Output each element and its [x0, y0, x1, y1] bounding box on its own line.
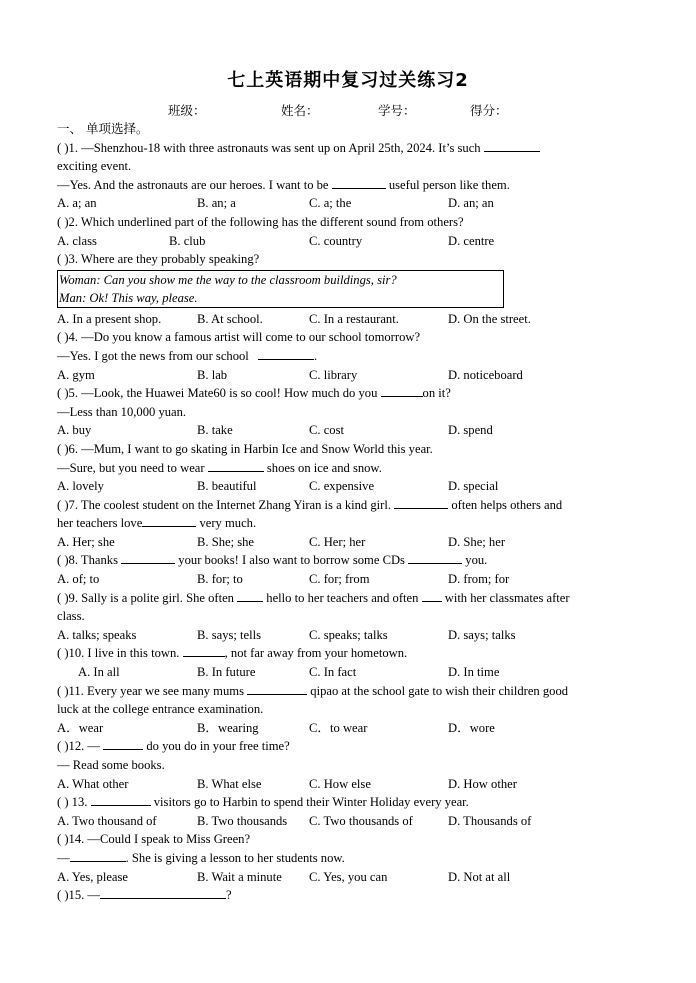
q7-options [57, 533, 641, 552]
question-1 [57, 139, 641, 158]
option-b: B. beautiful [197, 479, 257, 494]
option-b: B. Wait a minute [197, 869, 282, 884]
answer-blank [142, 514, 196, 527]
number-label: 学号： [378, 103, 416, 118]
option-b: B. lab [197, 367, 228, 382]
q12-reply: — Read some books. [57, 758, 165, 772]
question-11: ( )11. Every year we see many mums qipao at the school gate to wish their children good [57, 683, 569, 698]
option-d: D. She; her [448, 534, 506, 549]
option-a: A. class [57, 233, 97, 248]
option-d: D. from; for [448, 572, 510, 587]
answer-blank [103, 737, 143, 750]
question-3: ( )3. Where are they probably speaking? [57, 252, 260, 267]
q13-options [57, 812, 641, 831]
answer-blank [332, 176, 386, 189]
answer-blank [121, 551, 175, 564]
option-c: C. Her; her [309, 534, 366, 549]
question-6: ( )6. —Mum, I want to go skating in Harbin Ice and Snow World this year. [57, 441, 433, 456]
score-label: 得分： [470, 103, 508, 118]
question-13: ( ) 13. visitors go to Harbin to spend their Winter Holiday every year. [57, 795, 469, 810]
option-b: B. In future [197, 665, 256, 680]
question-8: ( )8. Thanks your books! I also want to borrow some CDs you. [57, 553, 488, 568]
dialogue-woman: Woman: Can you show me the way to the classroom buildings, sir? [59, 272, 397, 287]
answer-blank [208, 459, 264, 472]
option-c: C. speaks; talks [309, 627, 388, 642]
option-c: C．to wear [309, 720, 368, 735]
q1-stem: ( )1. —Shenzhou-18 with three astronauts was sent up on April 25th, 2024. It’s such [57, 140, 481, 155]
section-heading: 一、 单项选择。 [57, 121, 149, 136]
q4-options [57, 366, 641, 385]
answer-blank [484, 139, 540, 152]
q4-reply: —Yes. I got the news from our school . [57, 348, 318, 363]
dialogue-man: Man: Ok! This way, please. [59, 290, 198, 305]
option-b: B. take [197, 423, 233, 438]
page-title: 七上英语期中复习过关练习2 [227, 70, 469, 91]
answer-blank [70, 849, 126, 862]
option-b: B. Two thousands [197, 813, 288, 828]
q9-stem-cont: class. [57, 609, 85, 624]
option-d: D. special [448, 479, 499, 494]
option-b: B. What else [197, 776, 262, 791]
option-b: B. for; to [197, 572, 243, 587]
q2-options [57, 232, 641, 251]
option-c: C. How else [309, 776, 371, 791]
q9-options [57, 626, 641, 645]
question-9: ( )9. Sally is a polite girl. She often hello to her teachers and often with her classmates after [57, 590, 570, 605]
question-12: ( )12. — do you do in your free time? [57, 739, 290, 754]
option-d: D. How other [448, 776, 517, 791]
option-c: C. country [309, 233, 363, 248]
option-c: C. for; from [309, 572, 370, 587]
option-d: D. On the street. [448, 311, 531, 326]
option-a: A. Yes, please [57, 869, 129, 884]
option-a: A. buy [57, 423, 92, 438]
question-list [57, 120, 641, 905]
question-7: ( )7. The coolest student on the Internet Zhang Yiran is a kind girl. often helps others and [57, 497, 563, 512]
option-b: B. says; tells [197, 627, 262, 642]
question-4: ( )4. —Do you know a famous artist will come to our school tomorrow? [57, 330, 421, 345]
option-a: A. What other [57, 776, 129, 791]
answer-blank [100, 886, 226, 899]
q14-options [57, 868, 641, 887]
option-c: C. library [309, 367, 358, 382]
option-a: A. talks; speaks [57, 627, 137, 642]
q1-reply: —Yes. And the astronauts are our heroes. I want to be useful person like them. [57, 177, 510, 192]
option-a: A. Two thousand of [57, 813, 157, 828]
q11-stem-cont: luck at the college entrance examination. [57, 702, 264, 717]
option-d: D. Thousands of [448, 813, 532, 828]
option-d: D. says; talks [448, 627, 516, 642]
option-a: A. In a present shop. [57, 311, 162, 326]
answer-blank [422, 589, 442, 602]
answer-blank [408, 551, 462, 564]
option-d: D．wore [448, 720, 495, 735]
option-c: C. Yes, you can [309, 869, 388, 884]
option-b: B. club [169, 233, 206, 248]
option-a: A．wear [57, 720, 104, 735]
option-a: A. of; to [57, 572, 100, 587]
q1-options [57, 194, 641, 213]
q1-stem-cont: exciting event. [57, 159, 132, 174]
dialogue-box [57, 270, 504, 308]
answer-blank [237, 589, 263, 602]
option-d: D. an; an [448, 196, 494, 211]
q8-options [57, 570, 641, 589]
q10-options [57, 663, 641, 682]
option-c: C. expensive [309, 479, 375, 494]
answer-blank [258, 347, 314, 360]
option-a: A. a; an [57, 196, 97, 211]
q11-options [57, 719, 641, 738]
answer-blank [247, 682, 307, 695]
q5-reply: —Less than 10,000 yuan. [57, 404, 187, 419]
option-d: D. spend [448, 423, 493, 438]
option-a: A. Her; she [57, 534, 115, 549]
option-b: B．wearing [197, 720, 259, 735]
answer-blank [394, 496, 448, 509]
q5-options [57, 421, 641, 440]
name-label: 姓名： [281, 103, 319, 118]
option-d: D. centre [448, 233, 495, 248]
option-b: B. She; she [197, 534, 255, 549]
option-d: D. noticeboard [448, 367, 523, 382]
q12-options [57, 775, 641, 794]
option-a: A. gym [57, 367, 95, 382]
q6-options [57, 477, 641, 496]
answer-blank [381, 384, 423, 397]
option-d: D. Not at all [448, 869, 511, 884]
option-c: C. Two thousands of [309, 813, 413, 828]
option-d: D. In time [448, 665, 500, 680]
question-5: ( )5. —Look, the Huawei Mate60 is so cool! How much do you on it? [57, 386, 451, 401]
class-label: 班级： [168, 103, 206, 118]
option-c: C. cost [309, 423, 344, 438]
q6-reply: —Sure, but you need to wear shoes on ice and snow. [57, 460, 382, 475]
option-a: A. In all [78, 665, 120, 680]
q7-stem-cont: her teachers love very much. [57, 516, 257, 531]
option-c: C. In fact [309, 665, 357, 680]
q3-options [57, 310, 641, 329]
option-c: C. In a restaurant. [309, 311, 399, 326]
q14-reply: — . She is giving a lesson to her students now. [57, 850, 345, 865]
option-c: C. a; the [309, 196, 352, 211]
question-10: ( )10. I live in this town. , not far away from your hometown. [57, 646, 408, 661]
option-b: B. At school. [197, 311, 263, 326]
question-2: ( )2. Which underlined part of the following has the different sound from others? [57, 214, 464, 229]
option-b: B. an; a [197, 196, 236, 211]
option-a: A. lovely [57, 479, 104, 494]
answer-blank [91, 793, 151, 806]
answer-blank [183, 644, 225, 657]
question-14: ( )14. —Could I speak to Miss Green? [57, 832, 251, 847]
question-15: ( )15. — ? [57, 888, 232, 903]
